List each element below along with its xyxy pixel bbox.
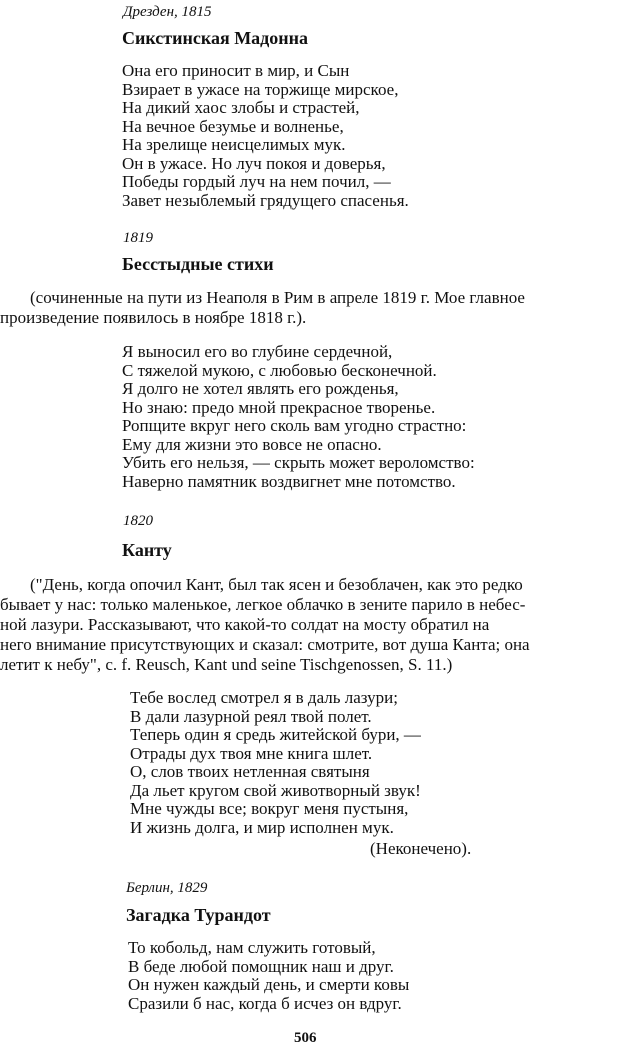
poem-note xyxy=(0,575,620,675)
verse-line: О, слов твоих нетленная святыня xyxy=(130,762,370,781)
note-line: бывает у нас: только маленькое, легкое облачко в зените парило в небес- xyxy=(0,595,526,614)
poem-place-date: 1819 xyxy=(123,230,153,246)
note-line: летит к небу", c. f. Reusch, Kant und seine Tischgenossen, S. 11.) xyxy=(0,655,453,674)
poem-place-date: 1820 xyxy=(123,513,153,529)
verse-line: Он в ужасе. Но луч покоя и доверья, xyxy=(122,153,386,173)
poem-stanza xyxy=(130,689,421,837)
note-line: (сочиненные на пути из Неаполя в Рим в апреле 1819 г. Мое главное xyxy=(30,288,525,307)
verse-line: Наверно памятник воздвигнет мне потомство. xyxy=(122,471,456,491)
poem-stanza xyxy=(128,939,409,1013)
verse-line: Взирает в ужасе на торжище мирское, xyxy=(122,79,399,99)
verse-line: Ропщите вкруг него сколь вам угодно страстно: xyxy=(122,416,467,435)
poem-title: Сикстинская Мадонна xyxy=(122,28,309,48)
verse-line: Ему для жизни это вовсе не опасно. xyxy=(122,434,382,454)
note-line: него внимание присутствующих и сказал: смотрите, вот душа Канта; она xyxy=(0,635,530,654)
verse-line: Мне чужды все; вокруг меня пустыня, xyxy=(130,799,409,818)
verse-line: Она его приносит в мир, и Сын xyxy=(122,61,350,80)
poem-title: Загадка Турандот xyxy=(126,905,271,925)
unfinished-note: (Неконечено). xyxy=(370,839,472,858)
verse-line: Сразили б нас, когда б исчез он вдруг. xyxy=(128,993,402,1013)
note-line: произведение появилось в ноябре 1818 г.). xyxy=(0,308,307,327)
poem-title: Канту xyxy=(122,540,172,560)
verse-line: На зрелище неисцелимых мук. xyxy=(122,135,346,154)
verse-line: Тебе вослед смотрел я в даль лазури; xyxy=(130,688,398,707)
note-line: ной лазури. Рассказывают, что какой-то солдат на мосту обратил на xyxy=(0,615,490,634)
page-number: 506 xyxy=(294,1030,317,1046)
verse-line: Я выносил его во глубине сердечной, xyxy=(122,342,393,361)
poem-place-date: Берлин, 1829 xyxy=(126,880,208,896)
note-line: ("День, когда опочил Кант, был так ясен и безоблачен, как это редко xyxy=(30,575,523,594)
verse-line: На вечное безумье и волненье, xyxy=(122,116,344,136)
verse-line: В дали лазурной реял твой полет. xyxy=(130,706,372,726)
verse-line: И жизнь долга, и мир исполнен мук. xyxy=(130,817,394,837)
verse-line: Но знаю: предо мной прекрасное творенье. xyxy=(122,397,436,417)
poem-stanza xyxy=(122,343,475,491)
verse-line: То кобольд, нам служить готовый, xyxy=(128,938,376,957)
verse-line: Завет незыблемый грядущего спасенья. xyxy=(122,190,409,210)
poem-note xyxy=(0,288,620,328)
verse-line: Я долго не хотел являть его рожденья, xyxy=(122,379,399,398)
verse-line: В беде любой помощник наш и друг. xyxy=(128,956,394,976)
poem-place-date: Дрезден, 1815 xyxy=(123,4,212,20)
poem-stanza xyxy=(122,62,409,210)
verse-line: Победы гордый луч на нем почил, — xyxy=(122,172,391,191)
poem-title: Бесстыдные стихи xyxy=(122,254,274,274)
verse-line: Он нужен каждый день, и смерти ковы xyxy=(128,975,410,994)
verse-line: Убить его нельзя, — скрыть может вероломство: xyxy=(122,453,475,472)
verse-line: Да льет кругом свой животворный звук! xyxy=(130,780,421,800)
verse-line: Отрады дух твоя мне книга шлет. xyxy=(130,743,373,763)
verse-line: На дикий хаос злобы и страстей, xyxy=(122,98,360,117)
verse-line: Теперь один я средь житейской бури, — xyxy=(130,725,421,744)
verse-line: С тяжелой мукою, с любовью бесконечной. xyxy=(122,360,437,380)
